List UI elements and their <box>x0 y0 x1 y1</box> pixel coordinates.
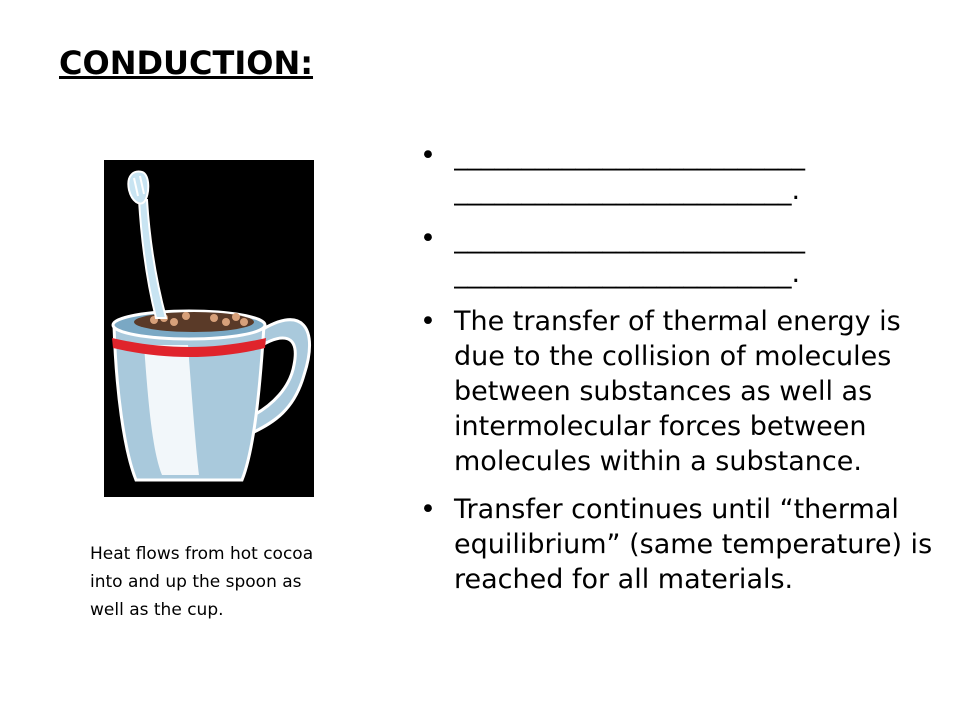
bullet-item-blank-2 <box>420 221 950 291</box>
cocoa-mug-image <box>104 160 314 497</box>
blank-line: _________________________. <box>454 258 801 289</box>
image-caption: Heat flows from hot cocoa into and up the spoon as well as the cup. <box>90 544 314 620</box>
blank-line: • __________________________ <box>454 223 805 254</box>
bullet-list <box>420 138 950 610</box>
cocoa-mug-icon <box>104 160 314 497</box>
bullet-item-transfer: • The transfer of thermal energy is due to the collision of molecules between substances as well as intermolecular forces between molecules within a substance. <box>420 304 950 479</box>
blank-line: _________________________. <box>454 175 801 206</box>
slide-title: CONDUCTION: <box>59 44 314 82</box>
bullet-item-blank-1 <box>420 138 950 208</box>
blank-line: • __________________________ <box>454 140 805 171</box>
bullet-item-equilibrium: • Transfer continues until “thermal equilibrium” (same temperature) is reached for all materials. <box>420 492 950 597</box>
